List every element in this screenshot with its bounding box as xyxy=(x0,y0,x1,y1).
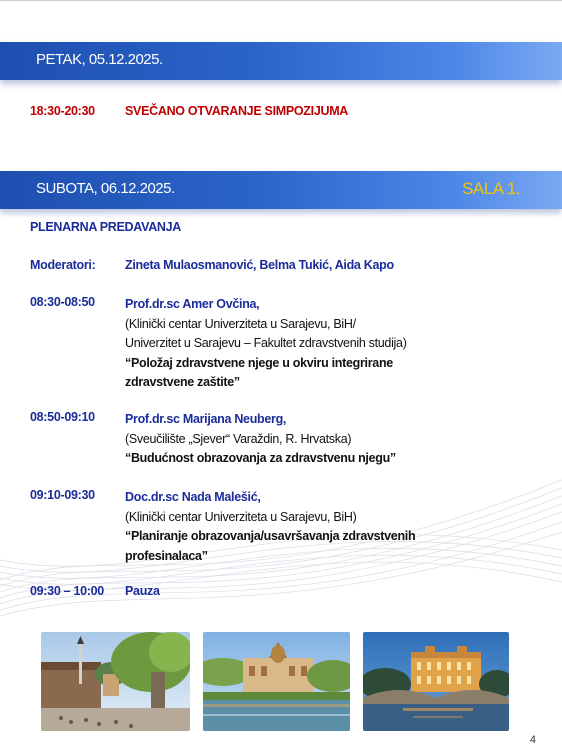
talk-1-title-line-1: “Položaj zdravstvene njege u okviru integrirane xyxy=(125,355,393,370)
friday-header-band xyxy=(0,42,562,80)
talk-3-affiliation-line-1: (Klinički centar Univerziteta u Sarajevu, BiH) xyxy=(125,509,357,524)
talk-3-title-line-2: profesinalaca” xyxy=(125,548,208,563)
pause-label: Pauza xyxy=(125,584,160,598)
top-border xyxy=(0,0,562,1)
friday-date: PETAK, 05.12.2025. xyxy=(36,51,163,68)
talk-1-affiliation-line-1: (Klinički centar Univerziteta u Sarajevu, BiH/ xyxy=(125,316,356,331)
moderators-label: Moderatori: xyxy=(30,258,96,272)
opening-title: SVEČANO OTVARANJE SIMPOZIJUMA xyxy=(125,104,349,118)
saturday-date: SUBOTA, 06.12.2025. xyxy=(36,180,175,197)
talk-2-time: 08:50-09:10 xyxy=(30,410,95,424)
talk-1-title-line-2: zdravstvene zaštite” xyxy=(125,375,240,389)
talk-3-title-line-1: “Planiranje obrazovanja/usavršavanja zdravstvenih xyxy=(125,529,416,543)
photo-sebilj-square xyxy=(41,632,190,731)
talk-2-block xyxy=(125,410,396,469)
opening-time: 18:30-20:30 xyxy=(30,104,95,118)
section-title: PLENARNA PREDAVANJA xyxy=(30,220,182,234)
talk-3-speaker: Doc.dr.sc Nada Malešić, xyxy=(125,490,261,504)
talk-1-affiliation-line-2: Univerzitet u Sarajevu – Fakultet zdravstvenih studija) xyxy=(125,336,407,350)
talk-3-block xyxy=(125,488,415,566)
page-number: 4 xyxy=(529,734,536,746)
talk-1-speaker: Prof.dr.sc Amer Ovčina, xyxy=(125,297,260,311)
room-label: SALA 1. xyxy=(462,179,520,198)
talk-2-speaker: Prof.dr.sc Marijana Neuberg, xyxy=(125,412,287,426)
talk-1-time: 08:30-08:50 xyxy=(30,295,95,309)
photo-city-hall-night xyxy=(363,632,509,731)
photo-faculty-building-river xyxy=(203,632,350,731)
talk-2-title-line-1: “Budućnost obrazovanja za zdravstvenu njegu” xyxy=(125,451,396,465)
talk-3-time: 09:10-09:30 xyxy=(30,488,95,502)
pause-time: 09:30 – 10:00 xyxy=(30,584,104,598)
talk-1-block xyxy=(125,295,407,393)
moderators-names: Zineta Mulaosmanović, Belma Tukić, Aida Kapo xyxy=(125,258,394,272)
saturday-header-band xyxy=(0,171,562,209)
talk-2-affiliation-line-1: (Sveučilište „Sjever“ Varaždin, R. Hrvatska) xyxy=(125,431,352,446)
